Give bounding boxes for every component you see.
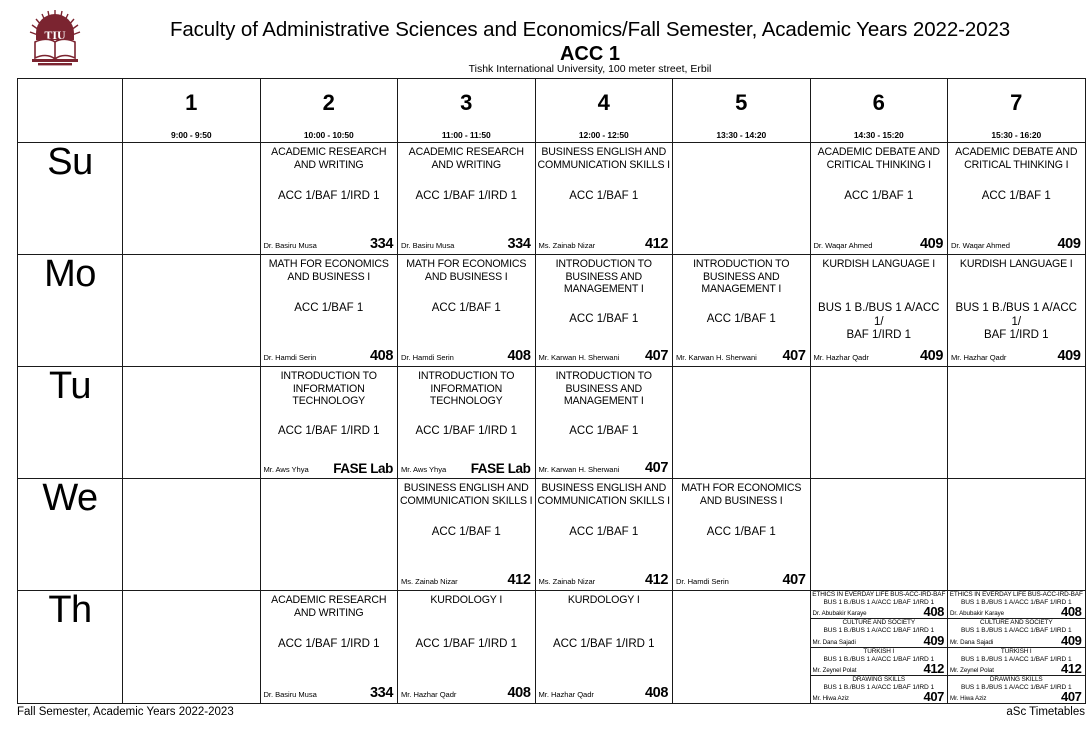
period-header-1 bbox=[123, 79, 261, 143]
empty-slot bbox=[123, 591, 260, 703]
lesson-room: 334 bbox=[370, 236, 393, 252]
lesson-block[interactable] bbox=[398, 143, 535, 254]
day-row-tu bbox=[18, 367, 1086, 479]
lesson-room: 407 bbox=[645, 460, 668, 476]
lesson-room: 334 bbox=[507, 236, 531, 252]
lesson-subject: MATH FOR ECONOMICS AND BUSINESS I bbox=[406, 258, 527, 283]
footer-semester: Fall Semester, Academic Years 2022-2023 bbox=[17, 706, 234, 718]
cell-su-p7[interactable] bbox=[948, 143, 1086, 255]
cell-su-p3[interactable] bbox=[398, 143, 536, 255]
lesson-subject: KURDISH LANGUAGE I bbox=[959, 258, 1073, 270]
lesson-block[interactable] bbox=[261, 367, 398, 478]
lesson-block[interactable] bbox=[261, 591, 398, 703]
cell-tu-p2[interactable] bbox=[260, 367, 398, 479]
cell-th-p2[interactable] bbox=[260, 591, 398, 704]
day-label-we: We bbox=[18, 479, 123, 591]
lesson-group: ACC 1/BAF 1 bbox=[569, 425, 639, 437]
empty-slot bbox=[123, 479, 260, 590]
lesson-room: 409 bbox=[923, 632, 944, 648]
period-time: 10:00 - 10:50 bbox=[303, 130, 354, 140]
lesson-block[interactable] bbox=[536, 591, 673, 703]
lesson-subject: CULTURE AND SOCIETY bbox=[979, 619, 1053, 627]
lesson-teacher: Dr. Basiru Musa bbox=[401, 241, 455, 250]
lesson-room: 407 bbox=[782, 348, 806, 364]
period-header-7 bbox=[948, 79, 1086, 143]
period-time: 12:00 - 12:50 bbox=[578, 130, 629, 140]
cell-th-p3[interactable] bbox=[398, 591, 536, 704]
period-number: 1 bbox=[185, 90, 198, 115]
lesson-teacher: Dr. Basiru Musa bbox=[263, 241, 317, 250]
lesson-subject: BUSINESS ENGLISH AND COMMUNICATION SKILLS I bbox=[537, 146, 670, 171]
lesson-teacher: Mr. Zeynel Polat bbox=[950, 666, 994, 674]
cell-we-p6 bbox=[810, 479, 948, 591]
lesson-teacher: Mr. Hazhar Qadr bbox=[538, 690, 594, 699]
period-time: 11:00 - 11:50 bbox=[441, 130, 491, 140]
lesson-teacher: Dr. Abubakir Karaye bbox=[950, 610, 1005, 618]
lesson-teacher: Ms. Zainab Nizar bbox=[538, 241, 596, 250]
period-number: 3 bbox=[460, 90, 473, 115]
lesson-group: BUS 1 B./BUS 1 A/ACC 1/BAF 1/IRD 1 bbox=[823, 655, 935, 663]
lesson-room: 408 bbox=[1061, 604, 1082, 620]
cell-tu-p7 bbox=[948, 367, 1086, 479]
day-row-th bbox=[18, 591, 1086, 704]
lesson-room: 407 bbox=[645, 348, 668, 364]
day-row-we bbox=[18, 479, 1086, 591]
multi-lesson-stack bbox=[811, 591, 948, 703]
lesson-group: BUS 1 B./BUS 1 A/ACC 1/BAF 1/IRD 1 bbox=[823, 683, 935, 691]
period-number: 4 bbox=[597, 90, 610, 115]
lesson-group: BUS 1 B./BUS 1 A/ACC 1/ BAF 1/IRD 1 bbox=[818, 302, 940, 341]
faculty-title: Faculty of Administrative Sciences and Economics/Fall Semester, Academic Years 2022-2023 bbox=[169, 18, 1011, 41]
lesson-group: BUS 1 B./BUS 1 A/ACC 1/ BAF 1/IRD 1 bbox=[955, 302, 1077, 341]
lesson-room: 409 bbox=[1057, 236, 1081, 252]
lesson-subject: ACADEMIC RESEARCH AND WRITING bbox=[271, 594, 387, 619]
period-header-5 bbox=[673, 79, 811, 143]
lesson-group: BUS 1 B./BUS 1 A/ACC 1/BAF 1/IRD 1 bbox=[823, 599, 935, 606]
empty-slot bbox=[261, 479, 398, 590]
lesson-subject: INTRODUCTION TO INFORMATION TECHNOLOGY bbox=[280, 370, 377, 408]
lesson-subject: MATH FOR ECONOMICS AND BUSINESS I bbox=[681, 482, 802, 507]
cell-tu-p1 bbox=[123, 367, 261, 479]
empty-slot bbox=[811, 367, 948, 478]
cell-th-p6[interactable] bbox=[810, 591, 948, 704]
cell-su-p2[interactable] bbox=[260, 143, 398, 255]
lesson-group: ACC 1/BAF 1/IRD 1 bbox=[415, 190, 518, 202]
lesson-teacher: Mr. Aws Yhya bbox=[263, 465, 309, 474]
lesson-group: ACC 1/BAF 1 bbox=[569, 313, 639, 325]
lesson-teacher: Mr. Zeynel Polat bbox=[812, 666, 857, 674]
cell-we-p4[interactable] bbox=[535, 479, 673, 591]
lesson-teacher: Ms. Zainab Nizar bbox=[538, 577, 596, 586]
empty-slot bbox=[811, 479, 948, 590]
lesson-group: ACC 1/BAF 1 bbox=[294, 302, 364, 314]
lesson-room: 407 bbox=[923, 689, 944, 703]
period-number: 2 bbox=[322, 90, 335, 115]
cell-tu-p5 bbox=[673, 367, 811, 479]
lesson-room: 409 bbox=[920, 236, 943, 252]
cell-we-p1 bbox=[123, 479, 261, 591]
lesson-block[interactable] bbox=[948, 619, 1085, 647]
lesson-teacher: Mr. Hiwa Aziz bbox=[950, 695, 987, 702]
lesson-block[interactable] bbox=[673, 479, 810, 590]
lesson-group: ACC 1/BAF 1/IRD 1 bbox=[552, 638, 655, 650]
lesson-subject: BUSINESS ENGLISH AND COMMUNICATION SKILLS I bbox=[537, 482, 670, 507]
lesson-block[interactable] bbox=[948, 591, 1085, 619]
lesson-block[interactable] bbox=[811, 255, 948, 366]
period-header-6 bbox=[810, 79, 948, 143]
empty-slot bbox=[123, 143, 260, 254]
lesson-teacher: Mr. Hiwa Aziz bbox=[812, 695, 849, 702]
lesson-block[interactable] bbox=[811, 648, 948, 676]
lesson-teacher: Dr. Hamdi Serin bbox=[676, 577, 729, 586]
lesson-block[interactable] bbox=[536, 367, 673, 478]
lesson-subject: ACADEMIC DEBATE AND CRITICAL THINKING I bbox=[817, 146, 940, 171]
empty-slot bbox=[123, 255, 260, 366]
lesson-block[interactable] bbox=[948, 143, 1085, 254]
corner-cell bbox=[18, 79, 123, 143]
lesson-teacher: Mr. Dana Sajadi bbox=[812, 638, 856, 646]
lesson-teacher: Mr. Hazhar Qadr bbox=[951, 353, 1007, 362]
lesson-subject: TURKISH I bbox=[1000, 647, 1032, 655]
lesson-group: ACC 1/BAF 1/IRD 1 bbox=[277, 425, 380, 437]
cell-mo-p7[interactable] bbox=[948, 255, 1086, 367]
lesson-teacher: Mr. Karwan H. Sherwani bbox=[538, 465, 620, 474]
lesson-group: ACC 1/BAF 1 bbox=[706, 526, 776, 538]
empty-slot bbox=[948, 479, 1085, 590]
lesson-room: 407 bbox=[1061, 689, 1082, 703]
period-header-row bbox=[18, 79, 1086, 143]
lesson-subject: INTRODUCTION TO BUSINESS AND MANAGEMENT I bbox=[555, 258, 652, 296]
lesson-block[interactable] bbox=[948, 676, 1085, 703]
lesson-group: ACC 1/BAF 1 bbox=[431, 526, 501, 538]
lesson-group: ACC 1/BAF 1/IRD 1 bbox=[277, 190, 380, 202]
lesson-subject: BUSINESS ENGLISH AND COMMUNICATION SKILLS I bbox=[400, 482, 533, 507]
lesson-group: ACC 1/BAF 1 bbox=[431, 302, 501, 314]
lesson-teacher: Ms. Zainab Nizar bbox=[401, 577, 458, 586]
lesson-group: ACC 1/BAF 1 bbox=[706, 313, 776, 325]
lesson-room: 408 bbox=[507, 685, 531, 701]
lesson-teacher: Dr. Abubakir Karaye bbox=[812, 610, 867, 618]
lesson-subject: ACADEMIC RESEARCH AND WRITING bbox=[408, 146, 524, 171]
lesson-subject: TURKISH I bbox=[863, 647, 895, 655]
lesson-teacher: Mr. Karwan H. Sherwani bbox=[676, 353, 757, 362]
lesson-group: BUS 1 B./BUS 1 A/ACC 1/BAF 1/IRD 1 bbox=[960, 683, 1072, 691]
empty-slot bbox=[123, 367, 260, 478]
lesson-room: 334 bbox=[370, 685, 393, 701]
tiu-logo bbox=[22, 6, 88, 68]
lesson-room: 412 bbox=[645, 236, 668, 252]
lesson-block[interactable] bbox=[261, 143, 398, 254]
lesson-subject: CULTURE AND SOCIETY bbox=[842, 619, 916, 627]
class-name: ACC 1 bbox=[559, 43, 620, 65]
university-address: Tishk International University, 100 meter street, Erbil bbox=[468, 63, 712, 75]
page-header bbox=[0, 0, 1092, 78]
day-label-mo: Mo bbox=[18, 255, 123, 367]
lesson-block[interactable] bbox=[536, 255, 673, 366]
lesson-block[interactable] bbox=[673, 255, 810, 366]
lesson-teacher: Mr. Karwan H. Sherwani bbox=[538, 353, 620, 362]
cell-su-p4[interactable] bbox=[535, 143, 673, 255]
lesson-teacher: Mr. Hazhar Qadr bbox=[401, 690, 457, 699]
lesson-subject: MATH FOR ECONOMICS AND BUSINESS I bbox=[268, 258, 389, 283]
day-label-tu: Tu bbox=[18, 367, 123, 479]
lesson-room: FASE Lab bbox=[470, 461, 531, 476]
period-number: 7 bbox=[1010, 90, 1023, 115]
lesson-teacher: Mr. Dana Sajadi bbox=[950, 638, 994, 646]
lesson-subject: ETHICS IN EVERDAY LIFE BUS-ACC-IRD-BAF bbox=[949, 591, 1083, 598]
lesson-block[interactable] bbox=[536, 479, 673, 590]
cell-mo-p4[interactable] bbox=[535, 255, 673, 367]
lesson-room: FASE Lab bbox=[333, 461, 393, 476]
lesson-room: 412 bbox=[507, 572, 531, 588]
cell-we-p5[interactable] bbox=[673, 479, 811, 591]
footer-branding: aSc Timetables bbox=[1006, 706, 1085, 718]
lesson-group: ACC 1/BAF 1 bbox=[569, 526, 639, 538]
lesson-room: 412 bbox=[645, 572, 668, 588]
lesson-subject: INTRODUCTION TO BUSINESS AND MANAGEMENT I bbox=[693, 258, 790, 296]
cell-we-p7 bbox=[948, 479, 1086, 591]
period-time: 13:30 - 14:20 bbox=[716, 130, 767, 140]
period-header-4 bbox=[535, 79, 673, 143]
lesson-group: ACC 1/BAF 1 bbox=[844, 190, 914, 202]
empty-slot bbox=[948, 367, 1085, 478]
lesson-subject: DRAWING SKILLS bbox=[989, 675, 1043, 683]
lesson-subject: ACADEMIC DEBATE AND CRITICAL THINKING I bbox=[955, 146, 1078, 171]
cell-th-p5 bbox=[673, 591, 811, 704]
lesson-room: 408 bbox=[645, 685, 668, 701]
lesson-room: 409 bbox=[1061, 632, 1082, 648]
lesson-subject: ACADEMIC RESEARCH AND WRITING bbox=[271, 146, 387, 171]
cell-tu-p4[interactable] bbox=[535, 367, 673, 479]
cell-mo-p1 bbox=[123, 255, 261, 367]
empty-slot bbox=[673, 143, 810, 254]
lesson-block[interactable] bbox=[811, 619, 948, 647]
period-header-2 bbox=[260, 79, 398, 143]
lesson-subject: ETHICS IN EVERDAY LIFE BUS-ACC-IRD-BAF bbox=[812, 591, 946, 598]
lesson-block[interactable] bbox=[536, 143, 673, 254]
lesson-block[interactable] bbox=[948, 255, 1085, 366]
lesson-block[interactable] bbox=[398, 591, 535, 703]
lesson-block[interactable] bbox=[948, 648, 1085, 676]
lesson-teacher: Dr. Hamdi Serin bbox=[263, 353, 317, 362]
day-label-su: Su bbox=[18, 143, 123, 255]
period-time: 15:30 - 16:20 bbox=[991, 130, 1042, 140]
multi-lesson-stack bbox=[948, 591, 1085, 703]
lesson-block[interactable] bbox=[398, 255, 535, 366]
tiu-logo-icon bbox=[22, 6, 88, 68]
lesson-subject: DRAWING SKILLS bbox=[852, 675, 906, 683]
lesson-group: BUS 1 B./BUS 1 A/ACC 1/BAF 1/IRD 1 bbox=[960, 655, 1072, 663]
empty-slot bbox=[673, 367, 810, 478]
cell-su-p6[interactable] bbox=[810, 143, 948, 255]
lesson-block[interactable] bbox=[398, 367, 535, 478]
lesson-teacher: Mr. Aws Yhya bbox=[401, 465, 447, 474]
lesson-group: ACC 1/BAF 1/IRD 1 bbox=[277, 638, 380, 650]
timetable-grid bbox=[17, 78, 1086, 704]
empty-slot bbox=[673, 591, 810, 703]
lesson-subject: INTRODUCTION TO BUSINESS AND MANAGEMENT I bbox=[555, 370, 652, 408]
lesson-room: 408 bbox=[507, 348, 531, 364]
cell-mo-p5[interactable] bbox=[673, 255, 811, 367]
lesson-room: 408 bbox=[370, 348, 393, 364]
lesson-group: ACC 1/BAF 1/IRD 1 bbox=[415, 425, 518, 437]
period-header-3 bbox=[398, 79, 536, 143]
day-row-su bbox=[18, 143, 1086, 255]
cell-mo-p6[interactable] bbox=[810, 255, 948, 367]
lesson-block[interactable] bbox=[398, 479, 535, 590]
lesson-teacher: Dr. Basiru Musa bbox=[263, 690, 317, 699]
cell-th-p4[interactable] bbox=[535, 591, 673, 704]
lesson-room: 412 bbox=[1061, 660, 1082, 676]
lesson-group: BUS 1 B./BUS 1 A/ACC 1/BAF 1/IRD 1 bbox=[823, 627, 935, 635]
lesson-subject: INTRODUCTION TO INFORMATION TECHNOLOGY bbox=[418, 370, 515, 408]
lesson-teacher: Dr. Waqar Ahmed bbox=[813, 241, 873, 250]
cell-su-p5 bbox=[673, 143, 811, 255]
lesson-subject: KURDISH LANGUAGE I bbox=[822, 258, 936, 270]
timetable-body bbox=[18, 143, 1086, 704]
lesson-group: BUS 1 B./BUS 1 A/ACC 1/BAF 1/IRD 1 bbox=[960, 627, 1072, 635]
lesson-room: 412 bbox=[923, 660, 944, 676]
lesson-subject: KURDOLOGY I bbox=[567, 594, 640, 606]
lesson-group: ACC 1/BAF 1/IRD 1 bbox=[415, 638, 518, 650]
period-time: 14:30 - 15:20 bbox=[853, 130, 904, 140]
period-number: 5 bbox=[735, 90, 748, 115]
lesson-group: ACC 1/BAF 1 bbox=[981, 190, 1051, 202]
lesson-room: 407 bbox=[782, 572, 806, 588]
lesson-block[interactable] bbox=[811, 591, 948, 619]
lesson-block[interactable] bbox=[261, 255, 398, 366]
cell-th-p1 bbox=[123, 591, 261, 704]
day-row-mo bbox=[18, 255, 1086, 367]
lesson-teacher: Dr. Waqar Ahmed bbox=[951, 241, 1010, 250]
cell-mo-p2[interactable] bbox=[260, 255, 398, 367]
day-label-th: Th bbox=[18, 591, 123, 704]
lesson-subject: KURDOLOGY I bbox=[430, 594, 503, 606]
cell-th-p7[interactable] bbox=[948, 591, 1086, 704]
cell-mo-p3[interactable] bbox=[398, 255, 536, 367]
cell-tu-p3[interactable] bbox=[398, 367, 536, 479]
cell-we-p3[interactable] bbox=[398, 479, 536, 591]
lesson-group: BUS 1 B./BUS 1 A/ACC 1/BAF 1/IRD 1 bbox=[960, 599, 1072, 606]
lesson-teacher: Mr. Hazhar Qadr bbox=[813, 353, 869, 362]
cell-su-p1 bbox=[123, 143, 261, 255]
lesson-group: ACC 1/BAF 1 bbox=[569, 190, 639, 202]
period-time: 9:00 - 9:50 bbox=[171, 130, 212, 140]
lesson-block[interactable] bbox=[811, 143, 948, 254]
lesson-room: 409 bbox=[1057, 348, 1081, 364]
lesson-room: 409 bbox=[920, 348, 943, 364]
svg-text:TIU: TIU bbox=[44, 28, 66, 42]
lesson-room: 408 bbox=[923, 604, 944, 620]
lesson-teacher: Dr. Hamdi Serin bbox=[401, 353, 454, 362]
period-number: 6 bbox=[872, 90, 885, 115]
cell-tu-p6 bbox=[810, 367, 948, 479]
lesson-block[interactable] bbox=[811, 676, 948, 703]
cell-we-p2 bbox=[260, 479, 398, 591]
